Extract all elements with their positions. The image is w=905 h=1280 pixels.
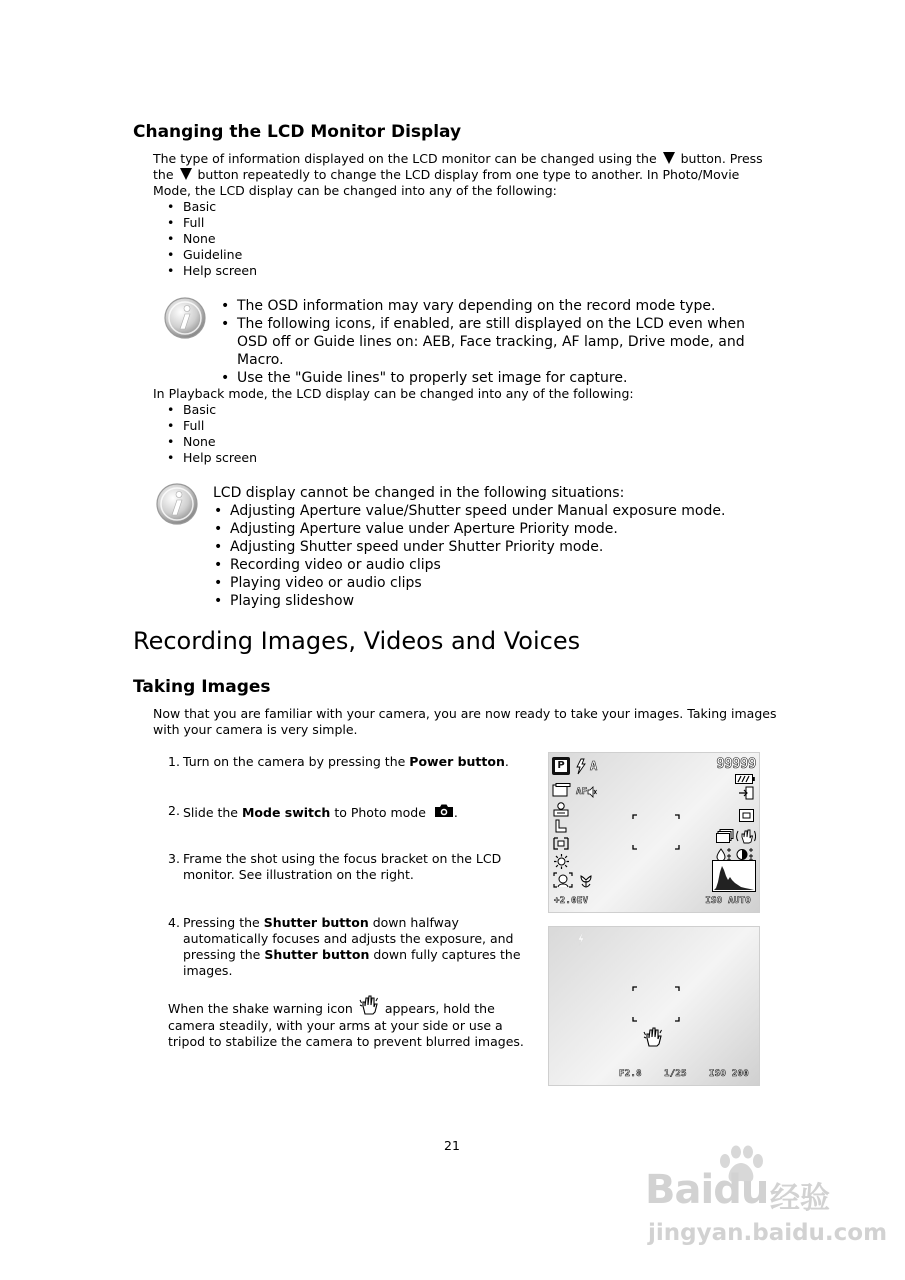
- watermark-brand-cn: 经验: [770, 1181, 830, 1216]
- step-text: Frame the shot using the focus bracket on the LCD monitor. See illustration on the right.: [183, 851, 502, 882]
- step-text: to Photo mode: [330, 805, 426, 820]
- anti-shake-icon: [736, 828, 756, 844]
- playback-intro: In Playback mode, the LCD display can be changed into any of the following:: [153, 386, 634, 401]
- list-item: • Guideline: [153, 247, 257, 263]
- chapter-heading: Recording Images, Videos and Voices: [133, 627, 581, 655]
- aperture-label: F2.8: [619, 1069, 642, 1079]
- lcd-shake-warning-illustration: [548, 926, 760, 1086]
- histogram: [712, 860, 756, 892]
- white-balance-icon: [554, 854, 569, 869]
- step-text: down fully captures the images.: [183, 947, 521, 978]
- step-text: .: [453, 805, 458, 820]
- note-title: LCD display cannot be changed in the following situations:: [213, 485, 625, 501]
- list-item: • Full: [153, 418, 257, 434]
- list-item: • None: [153, 231, 257, 247]
- list-item: • Full: [153, 215, 257, 231]
- lcd-intro-part3: button repeatedly to change the LCD display from one type to another. In Photo/Movie Mode, the LCD display can be changed into any of the following:: [153, 167, 740, 198]
- program-mode-label: P: [555, 760, 567, 772]
- step-item: 3. Frame the shot using the focus bracket on the LCD monitor. See illustration on the right.: [168, 851, 543, 883]
- watermark-brand-du: du: [713, 1167, 769, 1213]
- step-bold-text: Shutter button: [264, 947, 370, 962]
- watermark-url: jingyan.baidu.com: [648, 1220, 888, 1246]
- watermark-brand: [645, 1167, 768, 1213]
- flash-icon: [576, 932, 586, 947]
- note-lcd-restrictions: [213, 484, 773, 610]
- face-tracking-icon: [553, 872, 573, 888]
- drive-mode-icon: [716, 829, 734, 843]
- step-item: 1. Turn on the camera by pressing the Power button.: [168, 754, 509, 769]
- down-triangle-icon: [663, 152, 675, 164]
- note-osd: [220, 297, 780, 387]
- shutter-speed-label: 1/25: [664, 1069, 687, 1079]
- image-size-icon: [552, 783, 572, 797]
- note-item: • Adjusting Shutter speed under Shutter Priority mode.: [213, 538, 773, 556]
- af-area-icon: [553, 837, 569, 850]
- lcd-intro-paragraph: [153, 151, 778, 199]
- playback-display-options-list: [153, 402, 257, 466]
- note-item: • The OSD information may vary depending on the record mode type.: [220, 297, 780, 315]
- flash-mode-label: A: [590, 759, 598, 773]
- watermark: [630, 1145, 888, 1255]
- photo-display-options-list: [153, 199, 257, 279]
- storage-icon: [738, 786, 754, 800]
- lcd-intro-part2: button. Press the: [153, 151, 763, 182]
- section-title-taking-images: Taking Images: [133, 677, 271, 697]
- watermark-brand-latin: Bai: [645, 1167, 714, 1213]
- shake-warning-icon: [359, 994, 379, 1016]
- taking-intro: Now that you are familiar with your camera, you are now ready to take your images. Taking images with your camera is very simple.: [153, 706, 777, 737]
- macro-icon: [579, 874, 593, 888]
- note-item: • Recording video or audio clips: [213, 556, 773, 574]
- list-item: • Help screen: [153, 263, 257, 279]
- step-bold-text: Mode switch: [241, 805, 331, 820]
- remaining-shots-counter: 99999: [716, 756, 756, 772]
- exposure-value-label: +2.0EV: [554, 896, 589, 906]
- step-text: Slide the: [183, 805, 242, 820]
- iso-label: ISO 200: [708, 1069, 749, 1079]
- shake-warning-icon: [643, 1026, 663, 1048]
- aspect-ratio-icon: [554, 819, 568, 833]
- step-item: 2. Slide the Mode switch to Photo mode .: [168, 803, 458, 820]
- lcd-full-display-illustration: [548, 752, 760, 913]
- note-item: • The following icons, if enabled, are still displayed on the LCD even when OSD off or Guide lines on: AEB, Face tracking, AF lamp, Drive mode, and Macro.: [220, 315, 780, 369]
- step-text: Turn on the camera by pressing the: [183, 754, 410, 769]
- list-item: • None: [153, 434, 257, 450]
- note-item: • Adjusting Aperture value/Shutter speed under Manual exposure mode.: [213, 502, 773, 520]
- shake-text: appears, hold the camera steadily, with your arms at your side or use a tripod to stabilize the camera to prevent blurred images.: [168, 1001, 524, 1049]
- list-item: • Basic: [153, 199, 257, 215]
- step-text: Pressing the: [183, 915, 264, 930]
- info-note-icon: [155, 482, 199, 526]
- shake-warning-paragraph: [168, 994, 538, 1051]
- note-item: • Adjusting Aperture value under Aperture Priority mode.: [213, 520, 773, 538]
- sound-off-icon: [587, 786, 597, 798]
- face-detect-icon: [553, 801, 569, 817]
- list-item: • Help screen: [153, 450, 257, 466]
- shake-text: When the shake warning icon: [168, 1001, 353, 1016]
- iso-label: ISO AUTO: [705, 896, 751, 906]
- program-mode-icon: [552, 757, 570, 775]
- focus-bracket: [631, 984, 681, 1024]
- step-item: 4. Pressing the Shutter button down halfway automatically focuses and adjusts the exposure, and pressing the Shutter button down fully captures the images.: [168, 915, 521, 978]
- camera-icon: [434, 803, 454, 818]
- section-title-lcd: Changing the LCD Monitor Display: [133, 122, 462, 142]
- stabilizer-icon: [739, 809, 754, 822]
- step-text: .: [504, 754, 509, 769]
- down-triangle-icon: [180, 168, 192, 180]
- focus-bracket: [631, 812, 681, 852]
- step-bold-text: Shutter button: [263, 915, 369, 930]
- af-lamp-label: AF: [576, 787, 588, 797]
- page-number: 21: [444, 1138, 460, 1153]
- step-bold-text: Power button: [409, 754, 505, 769]
- step-text: down halfway automatically focuses and adjusts the exposure, and pressing the: [183, 915, 514, 962]
- note-item: • Use the "Guide lines" to properly set image for capture.: [220, 369, 780, 387]
- list-item: • Basic: [153, 402, 257, 418]
- battery-icon: [735, 774, 755, 784]
- note-item: • Playing video or audio clips: [213, 574, 773, 592]
- info-note-icon: [163, 296, 207, 340]
- note-item: • Playing slideshow: [213, 592, 773, 610]
- lcd-intro-part1: The type of information displayed on the LCD monitor can be changed using the: [153, 151, 657, 166]
